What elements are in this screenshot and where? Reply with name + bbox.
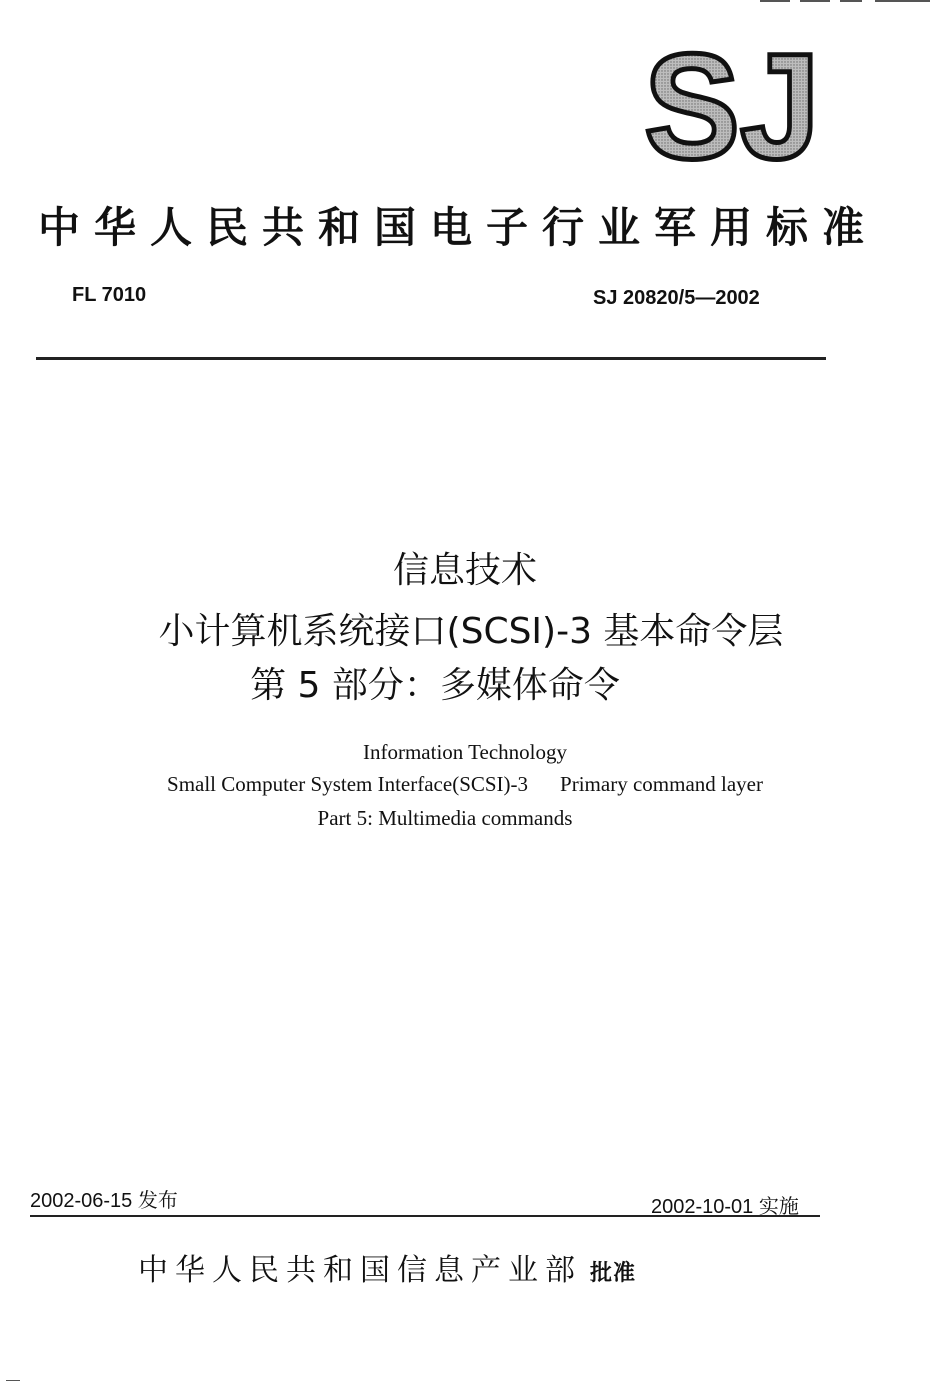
chinese-title-line-2: 小计算机系统接口(SCSI)-3 基本命令层 (158, 611, 784, 652)
chinese-title-line-3: 第 5 部分：多媒体命令 (250, 665, 620, 706)
standard-number: SJ 20820/5—2002 (593, 287, 760, 309)
industry-standard-title: 中华人民共和国电子行业军用标准 (38, 203, 879, 252)
english-title-line-2 (0, 772, 940, 797)
english-title-line-1: Information Technology (362, 740, 567, 764)
footer-divider (30, 1215, 820, 1217)
english-title-line-2a: Small Computer System Interface(SCSI)-3 (167, 772, 529, 796)
approve-label: 批准 (590, 1261, 637, 1286)
classification-code: FL 7010 (72, 284, 147, 306)
approving-ministry (138, 1245, 636, 1289)
scan-mark (875, 0, 930, 2)
issue-date: 2002-06-15 发布 (30, 1190, 178, 1212)
svg-text:SJ: SJ (644, 40, 820, 170)
sj-logo (640, 40, 825, 170)
chinese-title-line-1: 信息技术 (392, 550, 537, 591)
scan-mark (840, 0, 862, 2)
scan-mark (760, 0, 790, 2)
scan-mark (800, 0, 830, 2)
scan-mark (6, 1380, 20, 1381)
english-title-line-3: Part 5: Multimedia commands (317, 806, 573, 830)
ministry-name: 中华人民共和国信息产业部 (138, 1253, 582, 1288)
english-title-line-2b: Primary command layer (560, 772, 763, 796)
effective-date: 2002-10-01 实施 (651, 1196, 799, 1218)
header-divider (36, 357, 826, 360)
